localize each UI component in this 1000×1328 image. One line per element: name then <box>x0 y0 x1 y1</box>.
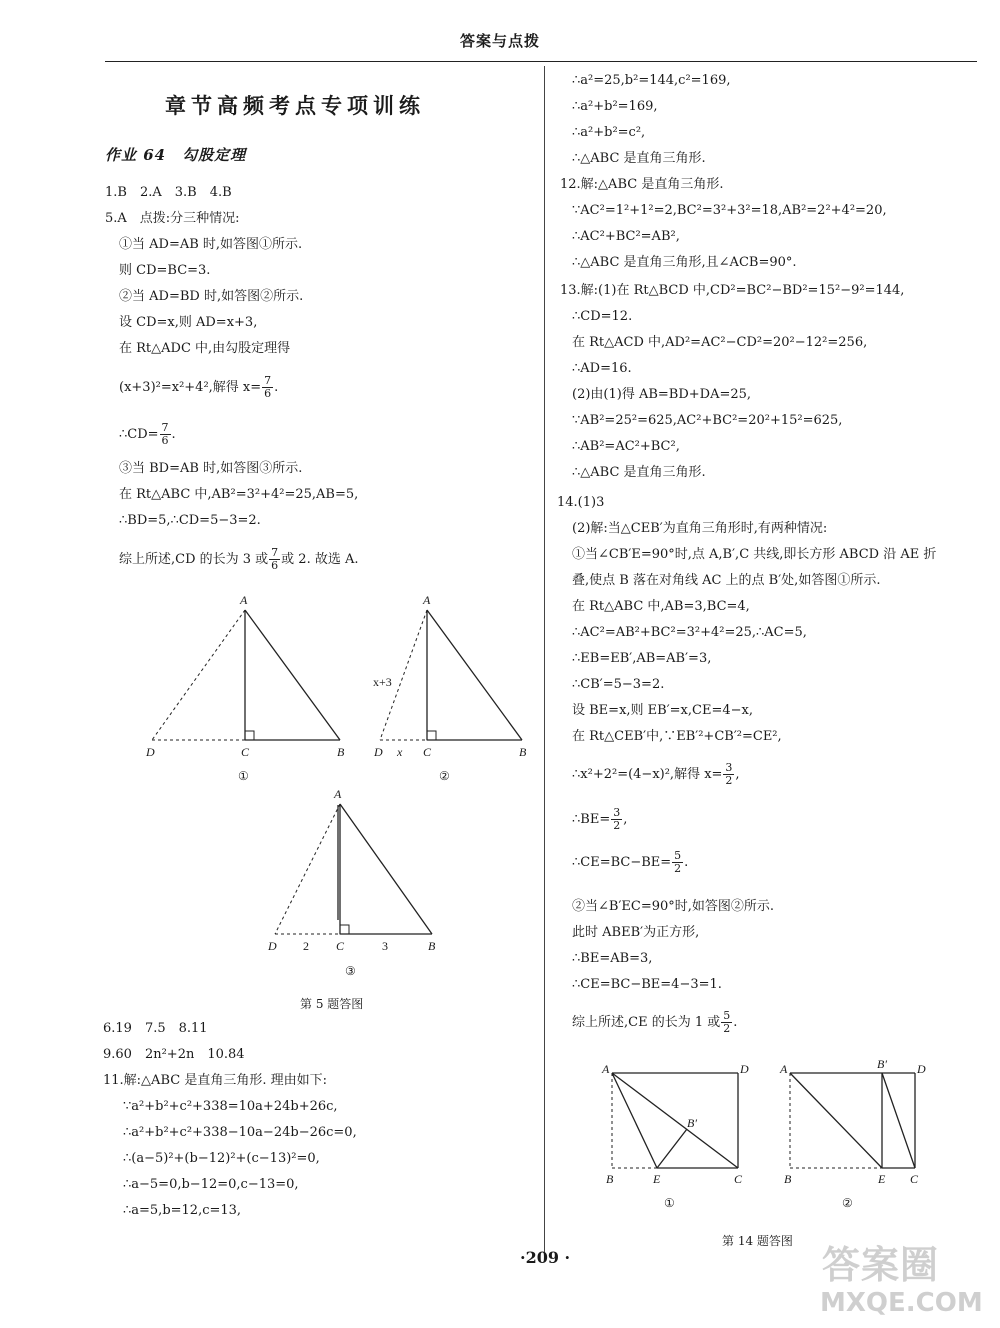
figure-5-svg-3 <box>260 782 460 982</box>
fraction: $\frac{3}{2}$ <box>725 761 733 787</box>
figure-14-rect-1 <box>601 1062 749 1210</box>
fraction: $\frac{3}{2}$ <box>613 806 621 832</box>
answer-line: 综上所述,CE 的长为 1 或 $\frac{5}{2}$ . <box>572 1009 738 1035</box>
answer-line: ∴CE=BC−BE= $\frac{5}{2}$ . <box>572 849 689 875</box>
answer-line: ∴△ABC 是直角三角形. <box>572 465 706 480</box>
label-2: 2 <box>303 939 309 953</box>
label-circle-2: ② <box>842 1196 853 1210</box>
answer-line: 叠,使点 B 落在对角线 AC 上的点 B′处,如答图①所示. <box>572 573 881 588</box>
answer-line: 13.解:(1)在 Rt△BCD 中,CD²=BC²−BD²=15²−9²=144, <box>560 283 905 298</box>
answer-line: 14.(1)3 <box>557 495 605 510</box>
answer-line: 在 Rt△ACD 中,AD²=AC²−CD²=20²−12²=256, <box>572 335 868 350</box>
fraction: $\frac{5}{2}$ <box>674 849 682 875</box>
page-number: ·209 · <box>520 1248 571 1267</box>
column-divider <box>544 66 545 1254</box>
label-E: E <box>653 1172 661 1186</box>
answer-line: ∴△ABC 是直角三角形,且∠ACB=90°. <box>572 255 797 270</box>
label-circle-2: ② <box>439 769 450 783</box>
answer-line: ①当 AD=AB 时,如答图①所示. <box>119 237 303 252</box>
label-circle-1: ① <box>664 1196 675 1210</box>
answer-line: 5.A 点拨:分三种情况: <box>105 211 240 226</box>
figure-14 <box>590 1055 950 1224</box>
answer-line: ∴CE=BC−BE=4−3=1. <box>572 977 722 992</box>
watermark-url: MXQE.COM <box>820 1288 983 1318</box>
label-A: A <box>240 593 248 607</box>
answer-line: ∴BE= $\frac{3}{2}$ , <box>572 806 628 832</box>
equation-text: (x+3)²=x²+4²,解得 x= <box>119 380 262 395</box>
answer-line: ③当 BD=AB 时,如答图③所示. <box>119 461 303 476</box>
answer-line: ∴a²=25,b²=144,c²=169, <box>572 73 731 88</box>
answer-line: (2)解:当△CEB′为直角三角形时,有两种情况: <box>572 521 828 536</box>
answer-line: ②当∠B′EC=90°时,如答图②所示. <box>572 899 775 914</box>
label-B: B <box>784 1172 792 1186</box>
answer-line: ∴x²+2²=(4−x)²,解得 x= $\frac{3}{2}$ , <box>572 761 740 787</box>
answer-line: (2)由(1)得 AB=BD+DA=25, <box>572 387 752 402</box>
answer-line: ②当 AD=BD 时,如答图②所示. <box>119 289 304 304</box>
label-A: A <box>780 1062 788 1076</box>
label-circle-3: ③ <box>345 964 356 978</box>
answer-line: ∴AC²+BC²=AB², <box>572 229 680 244</box>
answer-line: ∴AD=16. <box>572 361 632 376</box>
equation-text: ∴CE=BC−BE= <box>572 855 672 870</box>
answer-line: 在 Rt△ADC 中,由勾股定理得 <box>119 341 291 356</box>
label-B: B <box>428 939 436 953</box>
answer-line: ∴CB′=5−3=2. <box>572 677 665 692</box>
figure-5-triangle-2 <box>373 593 527 783</box>
figure-14-rect-2 <box>779 1057 926 1210</box>
answer-line: 则 CD=BC=3. <box>119 263 211 278</box>
label-D: D <box>374 745 383 759</box>
answer-line: ∵AC²=1²+1²=2,BC²=3²+3²=18,AB²=2²+4²=20, <box>572 203 887 218</box>
answer-line: ①当∠CB′E=90°时,点 A,B′,C 共线,即长方形 ABCD 沿 AE 折 <box>572 547 937 562</box>
answer-line: ∵a²+b²+c²+338=10a+24b+26c, <box>123 1099 338 1114</box>
equation-text: 综上所述,CD 的长为 3 或 <box>119 552 269 567</box>
equation-text: ∴BE= <box>572 812 611 827</box>
label-B: B <box>606 1172 614 1186</box>
answer-line: 9.60 2n²+2n 10.84 <box>103 1047 245 1062</box>
answer-line: ∴a²+b²+c²+338−10a−24b−26c=0, <box>123 1125 357 1140</box>
label-C: C <box>910 1172 919 1186</box>
answer-line: ∴△ABC 是直角三角形. <box>572 151 706 166</box>
answer-line: ∴a²+b²=169, <box>572 99 658 114</box>
equation-text: 或 2. 故选 A. <box>281 552 359 567</box>
answer-line: 11.解:△ABC 是直角三角形. 理由如下: <box>103 1073 327 1088</box>
fraction: $\frac{7}{6}$ <box>271 546 279 572</box>
answer-line: 此时 ABEB′为正方形, <box>572 925 700 940</box>
label-A: A <box>602 1062 610 1076</box>
section-title: 章节高频考点专项训练 <box>165 93 425 118</box>
label-x: x <box>397 745 403 759</box>
answer-line: ∴a−5=0,b−12=0,c−13=0, <box>123 1177 299 1192</box>
answer-line: ∵AB²=25²=625,AC²+BC²=20²+15²=625, <box>572 413 843 428</box>
answer-line: ∴(a−5)²+(b−12)²+(c−13)²=0, <box>123 1151 320 1166</box>
label-B-prime: B′ <box>687 1116 697 1130</box>
answer-line: ∴a=5,b=12,c=13, <box>123 1203 242 1218</box>
label-x-plus-3: x+3 <box>373 675 392 689</box>
header-title: 答案与点拨 <box>459 32 540 50</box>
answer-line: ∴a²+b²=c², <box>572 125 646 140</box>
label-C: C <box>423 745 432 759</box>
label-D: D <box>268 939 277 953</box>
answer-line: ∴CD=12. <box>572 309 633 324</box>
label-D: D <box>917 1062 926 1076</box>
label-B: B <box>337 745 345 759</box>
fraction: $\frac{7}{6}$ <box>264 374 272 400</box>
equation-text: 综上所述,CE 的长为 1 或 <box>572 1015 721 1030</box>
label-B-prime: B′ <box>877 1057 887 1071</box>
answer-line: 设 CD=x,则 AD=x+3, <box>119 315 258 330</box>
answer-line: 12.解:△ABC 是直角三角形. <box>560 177 724 192</box>
figure-5-triangle-1 <box>145 593 345 783</box>
label-E: E <box>878 1172 886 1186</box>
watermark-text: 答案圈 <box>822 1243 940 1287</box>
answer-line: (x+3)²=x²+4²,解得 x= $\frac{7}{6}$ . <box>119 374 279 400</box>
label-circle-1: ① <box>238 769 249 783</box>
label-A: A <box>423 593 431 607</box>
answer-line: 在 Rt△ABC 中,AB²=3²+4²=25,AB=5, <box>119 487 359 502</box>
label-A: A <box>334 787 342 801</box>
homework-title: 作业 64 勾股定理 <box>105 146 247 164</box>
label-D: D <box>146 745 155 759</box>
label-C: C <box>241 745 250 759</box>
answer-line: 6.19 7.5 8.11 <box>103 1021 208 1036</box>
label-C: C <box>734 1172 743 1186</box>
header-rule <box>105 61 977 62</box>
label-C: C <box>336 939 345 953</box>
label-B: B <box>519 745 527 759</box>
answer-line: ∴AB²=AC²+BC², <box>572 439 680 454</box>
label-D: D <box>740 1062 749 1076</box>
answer-line: ∴AC²=AB²+BC²=3²+4²=25,∴AC=5, <box>572 625 807 640</box>
answer-line: ∴BE=AB=3, <box>572 951 653 966</box>
answer-line: 1.B 2.A 3.B 4.B <box>105 185 232 200</box>
equation-text: ∴CD= <box>119 427 159 442</box>
answer-line: 在 Rt△CEB′中,∵EB′²+CB′²=CE², <box>572 729 782 744</box>
answer-line: ∴EB=EB′,AB=AB′=3, <box>572 651 712 666</box>
fraction: $\frac{7}{6}$ <box>161 421 169 447</box>
equation-text: ∴x²+2²=(4−x)²,解得 x= <box>572 767 723 782</box>
figure-5-third <box>260 782 460 986</box>
answer-line: 在 Rt△ABC 中,AB=3,BC=4, <box>572 599 750 614</box>
watermark-logo <box>820 1232 995 1322</box>
answer-line: ∴CD= $\frac{7}{6}$ . <box>119 421 176 447</box>
label-3: 3 <box>382 939 388 953</box>
figure-14-caption: 第 14 题答图 <box>722 1234 793 1248</box>
figure-14-svg <box>590 1055 950 1220</box>
fraction: $\frac{5}{2}$ <box>723 1009 731 1035</box>
answer-line: 设 BE=x,则 EB′=x,CE=4−x, <box>572 703 753 718</box>
answer-line: ∴BD=5,∴CD=5−3=2. <box>119 513 261 528</box>
answer-line <box>119 547 359 572</box>
figure-5-caption: 第 5 题答图 <box>300 997 364 1011</box>
